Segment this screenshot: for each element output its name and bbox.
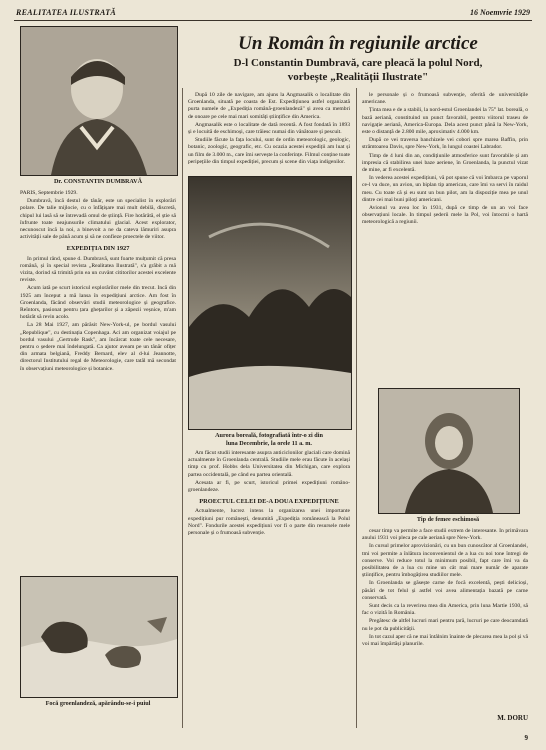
article-title: Un Român în regiunile arctice	[238, 33, 478, 54]
aurora-caption	[188, 432, 350, 448]
column3-paragraph: le personale și o frumoasă subvenție, oferită de universitățile americane.	[362, 92, 528, 106]
subtitle-line-2: vorbește „Realității Ilustrate"	[287, 71, 429, 83]
issue-date: 16 Noemvrie 1929	[470, 8, 530, 17]
author-byline: M. DORU	[497, 714, 528, 722]
column3-paragraph: In cursul primelor aprovizionări, cu un bun cunoscător al Groenlandei, tmi voi permite a înlătura inconvenientul de a lua cu noi tone întregi de conserve. Voi reduce totul la minimum posibil, fapt care îmi va da posibilitatea de a lua cu mine un cât mai mare număr de aparate științifice, pentru îmbogățirea studiilor mele.	[362, 543, 528, 579]
article-column-1	[20, 190, 176, 568]
column2-paragraph: Studiile făcute la fața locului, sunt de ordin meteorologic, geologic, botanic, zoologic, geografic, etc. Cu ocazia acestei expediții am luat și un film de 3.000 m., care îmi servește la conferințe. Filmul conține toate peripețiile din timpul expediției, precum și scene din viața indigenilor.	[188, 137, 350, 165]
portrait-image	[21, 27, 177, 175]
column-divider	[356, 88, 357, 728]
column3-paragraph: Sunt decis ca la reverirea mea din America, prin luna Martie 1930, să fac o vizită în România.	[362, 603, 528, 617]
column3-paragraph: Timp de 4 luni din an, condițiunile atmosferice sunt favorabile și am impresia că stabilirea unei baze aeriene, în Groenlanda, la punctul vizat de mine, ar fi excelentă.	[362, 152, 528, 174]
eskimo-woman-caption: Tip de femee eschimosă	[416, 516, 480, 523]
masthead-rule	[14, 20, 532, 21]
column1-paragraph: Dumbravă, încă destul de tânăr, este un specialist în explorări polare. De talie mijlocie, cu o înfățișare mai mult debilă, discretă, chipul lui lasă să se întrevadă omul de știință. Fire hotărâtă, el știe să înfrunte toate neajunsurile climatului glacial. Acest explorator, necunoscut încă la noi, a binevoit a ne da cateva lămuriri asupra activității sale de până acum și să ne confieze proectele de viitor.	[20, 198, 176, 241]
column3-paragraph: Avionul va avea loc în 1931, după ce timp de un an voi face observațiuni locale. In timpul șederii mele la Pol, voi întocmi o hartă meteorologică a regiunii.	[362, 205, 528, 226]
column3-paragraph: In vederea acestei expedițiuni, vă pot spune că voi îmbarca pe vaporul ce-l va duce, un avion, un biplan tip american, care îmi va servi în raidul meu. Cu toate că și eu sunt un bun pilot, am la dispoziție mea pe unul dintre cei mai buni piloți americani.	[362, 175, 528, 203]
article-column-2-bottom	[188, 450, 350, 720]
eskimo-woman-photo	[378, 388, 520, 514]
column3-paragraph: In Groenlanda se găsește carne de focă excelentă, pești delicioși, păsări de tot felul și astfel voi avea alimentația bazată pe carne conservată.	[362, 580, 528, 601]
column2-paragraph: Acesata ar fi, pe scurt, istoricul primei expedițiuni româno-groenlandeze.	[188, 479, 350, 494]
column1-paragraph: Acum iată pe scurt istoricul explorărilor mele din trecut. Incă din 1925 am început a mă lansa în expedițiuni arctice. Am fost în Groenlanda, făcând observări studii meteorologice și geografice. Reîntors, pasionat pentru țara ghețarilor și a zăpezii veșnice, m'am hotărât să revin acolo.	[20, 285, 176, 321]
aurora-caption-line-2: luna Decembrie, la orele 11 a. m.	[226, 440, 312, 447]
seal-caption: Focă groenlandeză, apărându-se-i puiul	[45, 700, 151, 707]
aurora-caption-line-1: Aurora boreală, fotografiată într-o zi din	[215, 432, 323, 439]
aurora-image	[189, 177, 351, 429]
column2-paragraph: Actualmente, lucrez intens la organizarea unei importante expedițiuni pur românești, denumită „Expediția românească la Polul Nord". Fondurile acestei expedițiuni vor fi o parte din resursele mele personale și o frumoasă subvenție.	[188, 508, 350, 537]
column1-paragraph: La 28 Mai 1927, am părăsit New-York-ul, pe bordul vasului „Republique", cu destinația Copenhaga. Aci am organizat voiajul pe bordul vasului „Gertrude Rask", am încărcat toate cele necesare, pentru o ședere mai îndelungată. Ca ajutor aveam pe un tânăr ofițer din armata belgiană, Freddy Bernard, elev al d-lui Jeannotte, directorul Institutului regal de Meteorologie, care tatăl mă secondat în observațiuni meteorologice și botanice.	[20, 322, 176, 372]
column2-paragraph: Angmasalik este o localitate de dată recentă. A fost fondată în 1893 și e locuită de eschimoși, care trăiesc numai din vânătoare și pescuit.	[188, 121, 350, 136]
column-divider	[182, 88, 183, 728]
column2-paragraph: După 10 zile de navigare, am ajuns la Angmasalik o localitate din Groenlanda, situată pe coasta de Est. Expedițiunea astfel organizată purta numele de „Expediția română-groenlandeză" și avea ca membri de onoare pe cele mai mari somități științifice din America.	[188, 92, 350, 120]
section-heading-second-expedition: PROECTUL CELEI DE-A DOUA EXPEDIȚIUNE	[199, 498, 339, 506]
column3-paragraph: Pregătesc de altfel lucruri mari pentru țară, lucruri pe care deocamdată nu le pot da publicității.	[362, 618, 528, 632]
eskimo-woman-image	[379, 389, 519, 513]
section-heading-expedition-1927: EXPEDIȚIA DIN 1927	[66, 245, 130, 253]
column2-paragraph: Am făcut studii interesante asupra anticiclonilor glaciali care domină actualmente în Groenlanda centrală. Studiile mele erau făcute în același timp cu prof. Hobbs dela Universitatea din Michigan, care explora partea occidentală, pe când eu partea orientală.	[188, 450, 350, 478]
column3-paragraph: In tot cazul aper că ne mai întâlnim înainte de plecarea mea la pol și vă voi mai împărtăși planurile.	[362, 633, 528, 648]
portrait-caption: Dr. CONSTANTIN DUMBRAVĂ	[53, 178, 143, 185]
article-column-3-bottom	[362, 528, 528, 712]
seal-photo	[20, 576, 178, 698]
column3-paragraph: Ținta mea e de a stabili, la nord-estul Groenlandei la 75° lat. boreală, o bază aeriană, constituind un punct favorabil, pentru viitorul traseu de navigație aeriană, America-Europa. Dela acest punct până la New-York, este o distanță de 2.800 mile, aproximativ 4.000 km.	[362, 107, 528, 136]
column3-paragraph: cesar timp va permite a face studii extrem de interesante. In primăvara anului 1931 voi pleca pe cale aeriană spre New-York.	[362, 528, 528, 542]
publication-name: REALITATEA ILUSTRATĂ	[16, 8, 117, 17]
subtitle-line-1: D-l Constantin Dumbravă, care pleacă la polul Nord,	[233, 57, 483, 69]
aurora-photo	[188, 176, 352, 430]
article-column-3-top	[362, 92, 528, 384]
portrait-photo	[20, 26, 178, 176]
dateline: PARIS, Septembrie 1929.	[20, 190, 78, 196]
article-subtitle	[186, 56, 530, 84]
page-number: 9	[524, 734, 528, 742]
seal-image	[21, 577, 177, 697]
column1-paragraph: In primul rând, spune d. Dumbravă, sunt foarte mulțumit că presa română, și în special revista „Realitatea Ilustrată", s'a grăbit a mă vizita, dorind să trimită prin ea un cuvânt cititorilor acestei excelente reviste.	[20, 255, 176, 284]
column3-paragraph: După ce vei traversa banchizele vei cobori spre marea Baffin, prin strâmtoarea Davis, spre New-York, în lungul coastei Labrador.	[362, 137, 528, 151]
